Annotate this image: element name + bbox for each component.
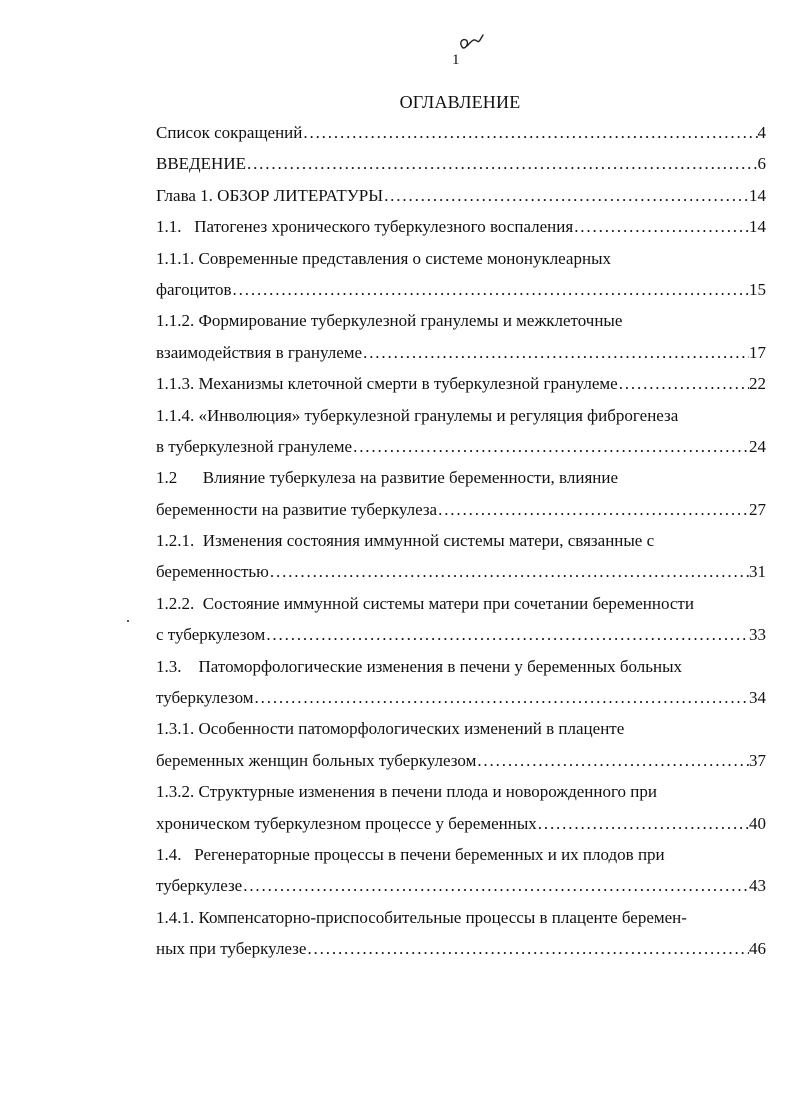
dot-leader bbox=[269, 556, 749, 587]
toc-line bbox=[156, 337, 766, 368]
dot-leader bbox=[242, 870, 749, 901]
toc-entry-text: с туберкулезом bbox=[156, 625, 266, 645]
toc-line bbox=[156, 808, 766, 839]
dot-leader bbox=[352, 431, 749, 462]
toc-line bbox=[156, 274, 766, 305]
toc-entry-text: 1.4. Регенераторные процессы в печени беременных и их плодов при bbox=[156, 844, 665, 864]
toc-line bbox=[156, 556, 766, 587]
toc-page-number: 43 bbox=[749, 876, 766, 896]
dot-leader bbox=[265, 619, 749, 650]
toc-page-number: 14 bbox=[749, 185, 766, 205]
toc-entry-text: Глава 1. ОБЗОР ЛИТЕРАТУРЫ bbox=[156, 185, 384, 205]
toc-entry-text: 1.1.4. «Инволюция» туберкулезной гранулемы и регуляция фиброгенеза bbox=[156, 405, 679, 425]
dot-leader bbox=[437, 494, 749, 525]
stray-mark bbox=[127, 620, 129, 622]
toc-line bbox=[156, 211, 766, 242]
toc-page-number: 24 bbox=[749, 436, 766, 456]
dot-leader bbox=[254, 682, 749, 713]
dot-leader bbox=[476, 745, 749, 776]
toc-entry-text: взаимодействия в гранулеме bbox=[156, 342, 363, 362]
toc-entry-text: ных при туберкулезе bbox=[156, 939, 307, 959]
toc-line bbox=[156, 870, 766, 901]
toc-line bbox=[156, 148, 766, 179]
toc-line bbox=[156, 431, 766, 462]
toc-entry-text: фагоцитов bbox=[156, 279, 232, 299]
toc-line bbox=[156, 117, 766, 148]
toc-page-number: 40 bbox=[749, 813, 766, 833]
dot-leader bbox=[573, 211, 749, 242]
toc-page-number: 46 bbox=[749, 939, 766, 959]
toc-line bbox=[156, 180, 766, 211]
toc-line bbox=[156, 745, 766, 776]
toc-line bbox=[156, 776, 766, 807]
toc-page-number: 27 bbox=[749, 499, 766, 519]
toc-entry-text: 1.2.1. Изменения состояния иммунной системы матери, связанные с bbox=[156, 531, 655, 551]
toc-line bbox=[156, 400, 766, 431]
dot-leader bbox=[537, 808, 749, 839]
table-of-contents bbox=[156, 117, 766, 965]
toc-line bbox=[156, 902, 766, 933]
toc-entry-text: Список сокращений bbox=[156, 123, 303, 142]
dot-leader bbox=[302, 117, 757, 148]
dot-leader bbox=[306, 933, 749, 964]
toc-page-number: 34 bbox=[749, 688, 766, 708]
toc-line bbox=[156, 839, 766, 870]
toc-entry-text: 1.4.1. Компенсаторно-приспособительные процессы в плаценте беремен- bbox=[156, 907, 687, 927]
toc-entry-text: 1.1.3. Механизмы клеточной смерти в туберкулезной гранулеме bbox=[156, 374, 618, 394]
toc-entry-text: хроническом туберкулезном процессе у беременных bbox=[156, 813, 537, 833]
toc-entry-text: 1.1.1. Современные представления о системе мононуклеарных bbox=[156, 248, 611, 268]
dot-leader bbox=[362, 337, 749, 368]
toc-page-number: 37 bbox=[749, 750, 766, 770]
toc-line bbox=[156, 588, 766, 619]
toc-entry-text: туберкулезе bbox=[156, 876, 243, 896]
toc-line bbox=[156, 305, 766, 336]
dot-leader bbox=[232, 274, 749, 305]
toc-entry-text: 1.1.2. Формирование туберкулезной гранулемы и межклеточные bbox=[156, 311, 623, 331]
toc-page-number: 4 bbox=[757, 123, 766, 142]
handwritten-mark bbox=[455, 32, 491, 54]
toc-page-number: 6 bbox=[757, 154, 766, 174]
toc-entry-text: 1.3.1. Особенности патоморфологических изменений в плаценте bbox=[156, 719, 625, 739]
toc-line bbox=[156, 619, 766, 650]
toc-entry-text: 1.1. Патогенез хронического туберкулезного воспаления bbox=[156, 217, 574, 237]
toc-entry-text: беременностью bbox=[156, 562, 269, 582]
toc-entry-text: 1.2.2. Состояние иммунной системы матери при сочетании беременности bbox=[156, 593, 694, 613]
toc-entry-text: в туберкулезной гранулеме bbox=[156, 436, 353, 456]
toc-page-number: 14 bbox=[749, 217, 766, 237]
toc-line bbox=[156, 368, 766, 399]
toc-page-number: 33 bbox=[749, 625, 766, 645]
toc-line bbox=[156, 494, 766, 525]
toc-line bbox=[156, 651, 766, 682]
toc-line bbox=[156, 462, 766, 493]
toc-entry-text: туберкулезом bbox=[156, 688, 254, 708]
toc-page-number: 15 bbox=[749, 279, 766, 299]
toc-entry-text: 1.2 Влияние туберкулеза на развитие беременности, влияние bbox=[156, 468, 619, 488]
toc-page-number: 22 bbox=[749, 374, 766, 394]
toc-line bbox=[156, 525, 766, 556]
toc-entry-text: беременных женщин больных туберкулезом bbox=[156, 750, 477, 770]
toc-page-number: 17 bbox=[749, 342, 766, 362]
toc-line bbox=[156, 682, 766, 713]
toc-line bbox=[156, 713, 766, 744]
toc-line bbox=[156, 243, 766, 274]
dot-leader bbox=[618, 368, 749, 399]
toc-entry-text: ВВЕДЕНИЕ bbox=[156, 154, 246, 174]
toc-title: ОГЛАВЛЕНИЕ bbox=[399, 92, 521, 112]
toc-entry-text: 1.3.2. Структурные изменения в печени плода и новорожденного при bbox=[156, 782, 658, 802]
dot-leader bbox=[246, 148, 758, 179]
dot-leader bbox=[383, 180, 749, 211]
toc-line bbox=[156, 933, 766, 964]
page-number: 1 bbox=[452, 52, 460, 68]
toc-entry-text: 1.3. Патоморфологические изменения в печени у беременных больных bbox=[156, 656, 683, 676]
toc-entry-text: беременности на развитие туберкулеза bbox=[156, 499, 438, 519]
toc-page-number: 31 bbox=[749, 562, 766, 582]
